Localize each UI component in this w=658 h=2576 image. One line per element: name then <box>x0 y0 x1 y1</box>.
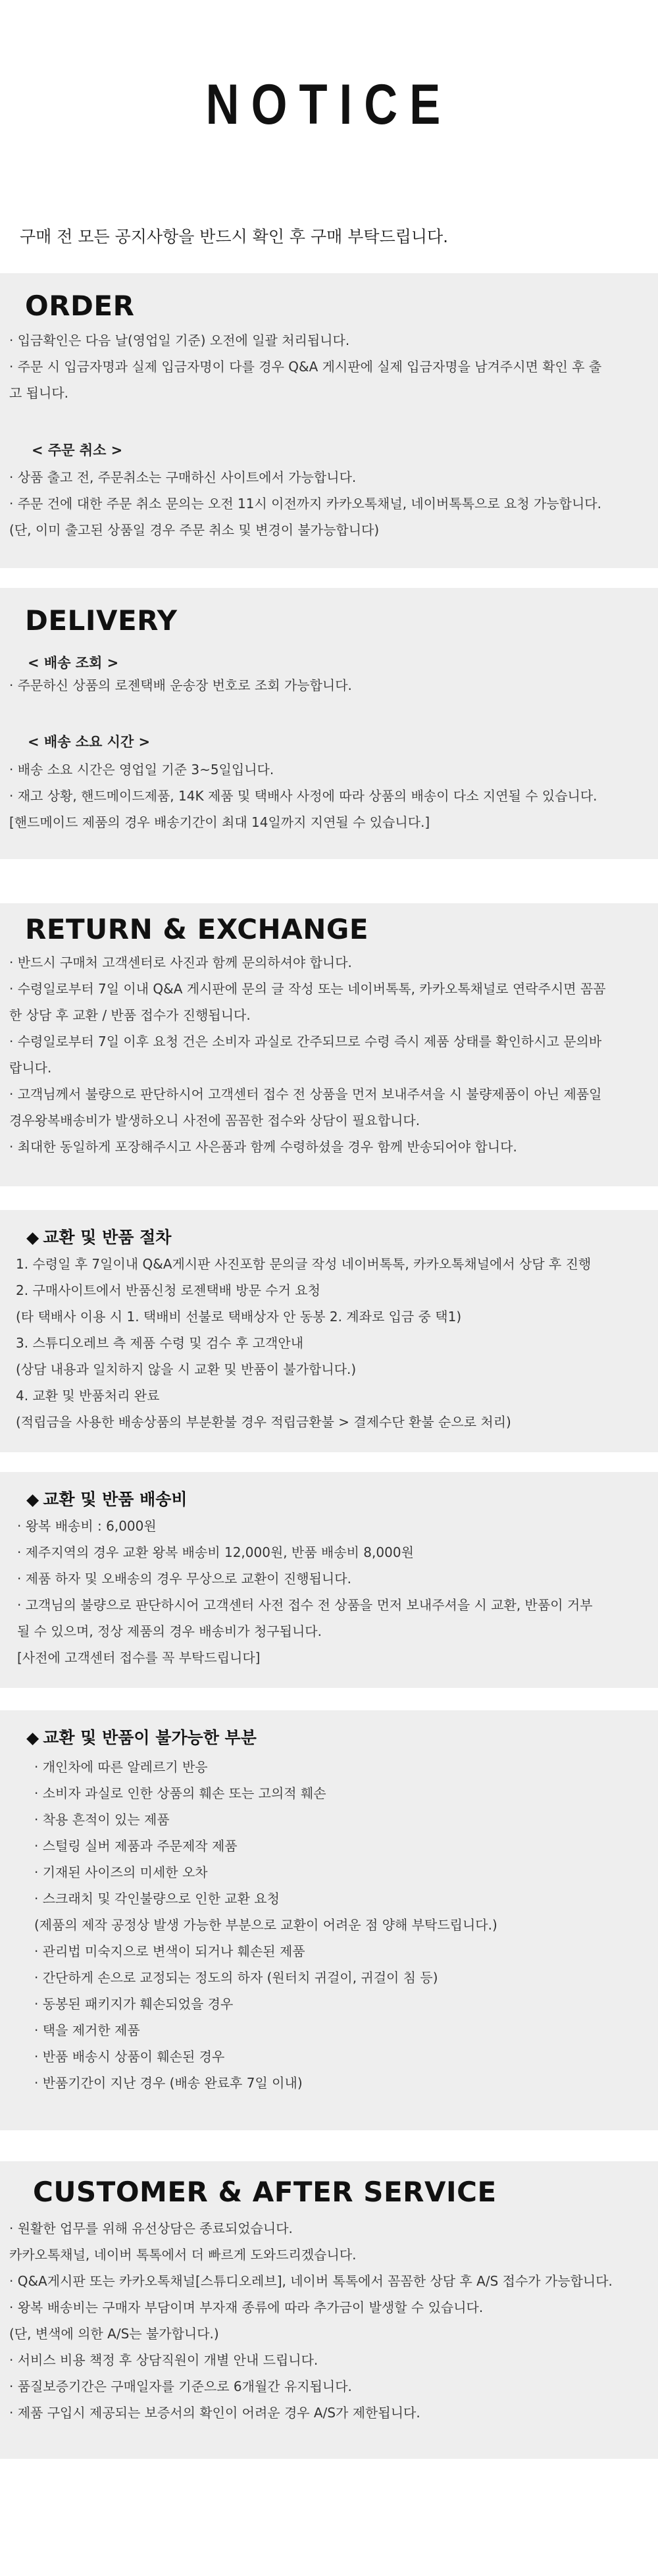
return-line: · 수령일로부터 7일 이내 Q&A 게시판에 문의 글 작성 또는 네이버톡톡, 카카오톡채널로 연락주시면 꼼꼼 <box>9 981 606 997</box>
delivery-heading: DELIVERY <box>25 604 178 637</box>
procedure-line: (상담 내용과 일치하지 않을 시 교환 및 반품이 불가합니다.) <box>16 1361 357 1377</box>
order-line: · 입금확인은 다음 날(영업일 기준) 오전에 일괄 처리됩니다. <box>9 332 350 348</box>
customer-line: · 왕복 배송비는 구매자 부담이며 부자재 종류에 따라 추가금이 발생할 수 있습니다. <box>9 2300 484 2315</box>
procedure-title <box>26 1224 171 1248</box>
return-line: · 최대한 동일하게 포장해주시고 사은품과 함께 수령하셨을 경우 함께 반송되어야 합니다. <box>9 1139 517 1155</box>
shipping-fee-line: · 제주지역의 경우 교환 왕복 배송비 12,000원, 반품 배송비 8,000원 <box>17 1544 414 1560</box>
return-line: 랍니다. <box>9 1060 52 1076</box>
delivery-time-line: · 배송 소요 시간은 영업일 기준 3~5일입니다. <box>9 762 274 777</box>
delivery-inquiry-line: · 주문하신 상품의 로젠택배 운송장 번호로 조회 가능합니다. <box>9 677 352 693</box>
shipping-fee-title <box>26 1486 188 1510</box>
delivery-time-line: · 재고 상황, 핸드메이드제품, 14K 제품 및 택배사 사정에 따라 상품의 배송이 다소 지연될 수 있습니다. <box>9 788 597 804</box>
cancel-line: · 상품 출고 전, 주문취소는 구매하신 사이트에서 가능합니다. <box>9 469 357 485</box>
customer-heading: CUSTOMER & AFTER SERVICE <box>33 2176 497 2208</box>
return-line: · 고객님께서 불량으로 판단하시어 고객센터 접수 전 상품을 먼저 보내주셔을 시 불량제품이 아닌 제품일 <box>9 1086 602 1102</box>
diamond-icon: ◆ <box>26 1490 39 1509</box>
delivery-inquiry-subtitle: < 배송 조회 > <box>28 655 119 671</box>
procedure-line: (타 택배사 이용 시 1. 택배비 선불로 택배상자 안 동봉 2. 계좌로 입금 중 택1) <box>16 1309 462 1325</box>
order-section <box>0 273 658 568</box>
customer-section <box>0 2161 658 2459</box>
order-line: 고 됩니다. <box>9 385 68 401</box>
procedure-line: 2. 구매사이트에서 반품신청 로젠택배 방문 수거 요청 <box>16 1282 320 1298</box>
not-allowed-line: · 택을 제거한 제품 <box>34 2022 140 2038</box>
customer-line: (단, 변색에 의한 A/S는 불가합니다.) <box>9 2326 219 2342</box>
procedure-title-text: 교환 및 반품 절차 <box>43 1228 172 1247</box>
not-allowed-line: · 착용 흔적이 있는 제품 <box>34 1812 170 1827</box>
customer-line: · 제품 구입시 제공되는 보증서의 확인이 어려운 경우 A/S가 제한됩니다. <box>9 2405 420 2421</box>
order-line: · 주문 시 입금자명과 실제 입금자명이 다를 경우 Q&A 게시판에 실제 입금자명을 남겨주시면 확인 후 출 <box>9 359 602 375</box>
shipping-fee-line: · 고객님의 불량으로 판단하시어 고객센터 사전 접수 전 상품을 먼저 보내주셔을 시 교환, 반품이 거부 <box>17 1597 593 1613</box>
shipping-fee-line: 될 수 있으며, 정상 제품의 경우 배송비가 청구됩니다. <box>17 1623 322 1639</box>
return-line: · 수령일로부터 7일 이후 요청 건은 소비자 과실로 간주되므로 수령 즉시 제품 상태를 확인하시고 문의바 <box>9 1034 602 1049</box>
intro-text: 구매 전 모든 공지사항을 반드시 확인 후 구매 부탁드립니다. <box>20 227 449 246</box>
procedure-section <box>0 1210 658 1452</box>
not-allowed-section <box>0 1710 658 2130</box>
not-allowed-line: · 간단하게 손으로 교정되는 정도의 하자 (원터치 귀걸이, 귀걸이 침 등) <box>34 1970 438 1985</box>
shipping-fee-section <box>0 1472 658 1688</box>
shipping-fee-line: · 제품 하자 및 오배송의 경우 무상으로 교환이 진행됩니다. <box>17 1571 351 1587</box>
not-allowed-line: · 스크래치 및 각인불량으로 인한 교환 요청 <box>34 1891 280 1906</box>
cancel-subtitle: < 주문 취소 > <box>32 442 123 458</box>
shipping-fee-line: · 왕복 배송비 : 6,000원 <box>17 1518 157 1534</box>
order-heading: ORDER <box>25 290 135 322</box>
return-line: 한 상담 후 교환 / 반품 접수가 진행됩니다. <box>9 1007 251 1023</box>
diamond-icon: ◆ <box>26 1228 39 1247</box>
procedure-line: (적립금을 사용한 배송상품의 부분환불 경우 적립금환불 > 결제수단 환불 순으로 처리) <box>16 1414 511 1430</box>
return-line: · 반드시 구매처 고객센터로 사진과 함께 문의하셔야 합니다. <box>9 955 352 970</box>
not-allowed-line: · 반품 배송시 상품이 훼손된 경우 <box>34 2049 225 2064</box>
not-allowed-line: · 스털링 실버 제품과 주문제작 제품 <box>34 1838 238 1854</box>
return-section <box>0 903 658 1186</box>
not-allowed-line: · 동봉된 패키지가 훼손되었을 경우 <box>34 1996 234 2012</box>
return-line: 경우왕복배송비가 발생하오니 사전에 꼼꼼한 접수와 상담이 필요합니다. <box>9 1113 420 1128</box>
delivery-time-line: [핸드메이드 제품의 경우 배송기간이 최대 14일까지 지연될 수 있습니다.] <box>9 814 430 830</box>
not-allowed-line: · 개인차에 따른 알레르기 반응 <box>34 1759 208 1775</box>
return-heading: RETURN & EXCHANGE <box>25 913 369 945</box>
not-allowed-line: (제품의 제작 공정상 발생 가능한 부분으로 교환이 어려운 점 양해 부탁드립니다.) <box>34 1917 497 1933</box>
shipping-fee-title-text: 교환 및 반품 배송비 <box>43 1490 188 1509</box>
delivery-section <box>0 588 658 859</box>
shipping-fee-line: [사전에 고객센터 접수를 꼭 부탁드립니다] <box>17 1650 261 1666</box>
procedure-line: 3. 스튜디오레브 측 제품 수령 및 검수 후 고객안내 <box>16 1335 304 1351</box>
cancel-line: · 주문 건에 대한 주문 취소 문의는 오전 11시 이전까지 카카오톡채널, 네이버톡톡으로 요청 가능합니다. <box>9 496 601 512</box>
not-allowed-line: · 소비자 과실로 인한 상품의 훼손 또는 고의적 훼손 <box>34 1785 326 1801</box>
delivery-time-subtitle: < 배송 소요 시간 > <box>28 734 151 750</box>
not-allowed-title <box>26 1725 257 1748</box>
procedure-line: 1. 수령일 후 7일이내 Q&A게시판 사진포함 문의글 작성 네이버톡톡, 카카오톡채널에서 상담 후 진행 <box>16 1256 592 1272</box>
customer-line: · 원활한 업무를 위해 유선상담은 종료되었습니다. <box>9 2221 293 2236</box>
not-allowed-line: · 반품기간이 지난 경우 (배송 완료후 7일 이내) <box>34 2075 303 2091</box>
customer-line: · 품질보증기간은 구매일자를 기준으로 6개월간 유지됩니다. <box>9 2379 352 2394</box>
procedure-line: 4. 교환 및 반품처리 완료 <box>16 1388 160 1404</box>
cancel-line: (단, 이미 출고된 상품일 경우 주문 취소 및 변경이 불가능합니다) <box>9 522 380 538</box>
customer-line: · Q&A게시판 또는 카카오톡채널[스튜디오레브], 네이버 톡톡에서 꼼꼼한 상담 후 A/S 접수가 가능합니다. <box>9 2273 613 2289</box>
customer-line: · 서비스 비용 책정 후 상담직원이 개별 안내 드립니다. <box>9 2352 318 2368</box>
diamond-icon: ◆ <box>26 1728 39 1747</box>
notice-title: NOTICE <box>205 73 453 136</box>
not-allowed-line: · 기재된 사이즈의 미세한 오차 <box>34 1864 208 1880</box>
customer-line: 카카오톡채널, 네이버 톡톡에서 더 빠르게 도와드리겠습니다. <box>9 2247 357 2263</box>
not-allowed-title-text: 교환 및 반품이 불가능한 부분 <box>43 1728 257 1747</box>
not-allowed-line: · 관리법 미숙지으로 변색이 되거나 훼손된 제품 <box>34 1943 305 1959</box>
